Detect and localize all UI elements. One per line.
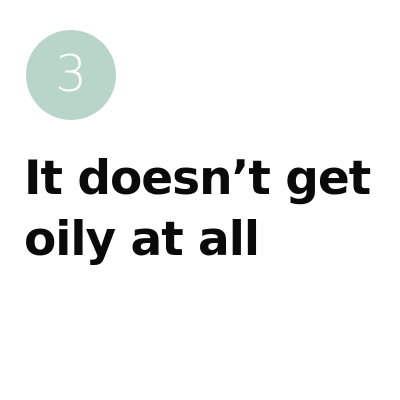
step-number: 3 [55,45,87,103]
headline [24,148,384,270]
headline-line-2: oily at all [24,212,259,267]
headline-line-1: It doesn’t get [24,151,371,206]
step-badge [26,30,116,120]
